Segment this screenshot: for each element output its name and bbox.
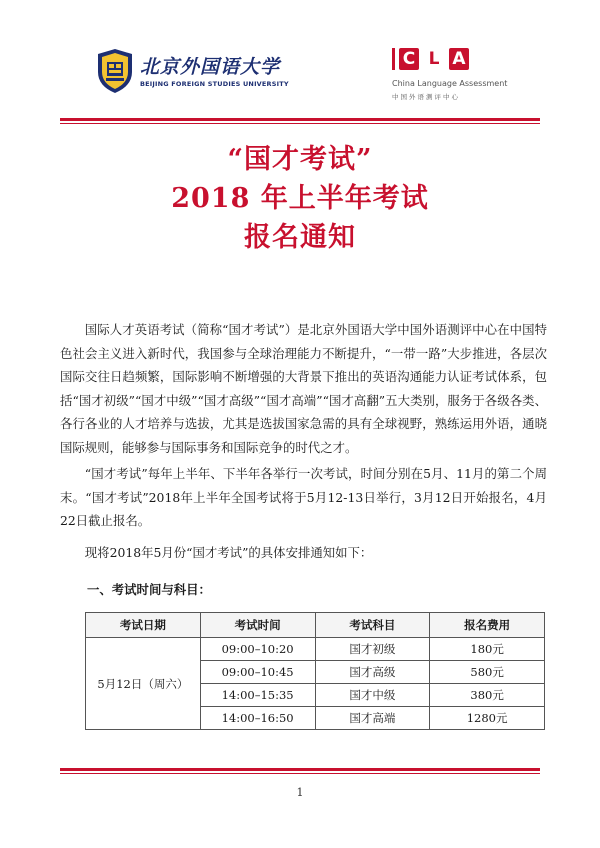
subject-cell: 国才高级 [315, 661, 430, 684]
intro-paragraph [60, 318, 547, 460]
cla-name-en: China Language Assessment [392, 79, 508, 88]
fee-cell: 380元 [430, 684, 545, 707]
header-date: 考试日期 [86, 613, 201, 638]
header-subject: 考试科目 [315, 613, 430, 638]
bfsu-emblem-icon [96, 48, 134, 94]
notice-title [0, 140, 600, 257]
subject-cell: 国才中级 [315, 684, 430, 707]
cla-letter-l: L [424, 48, 444, 70]
time-cell: 14:00–15:35 [200, 684, 315, 707]
header-time: 考试时间 [200, 613, 315, 638]
table-header-row [86, 613, 545, 638]
paragraph-3: 现将2018年5月份“国才考试”的具体安排通知如下： [84, 545, 373, 560]
bfsu-wordmark [140, 56, 289, 88]
cla-letter-c: C [399, 48, 419, 70]
fee-cell: 1280元 [430, 707, 545, 730]
exam-date-cell: 5月12日（周六） [86, 638, 201, 730]
schedule-paragraph [60, 462, 547, 533]
notice-intro-paragraph [60, 541, 547, 565]
cla-name-cn: 中国外语测评中心 [392, 93, 460, 101]
exam-schedule-table [85, 612, 545, 730]
time-cell: 14:00–16:50 [200, 707, 315, 730]
section-1-heading: 一、考试时间与科目： [87, 582, 211, 597]
fee-cell: 580元 [430, 661, 545, 684]
subject-cell: 国才初级 [315, 638, 430, 661]
bfsu-name-en: BEIJING FOREIGN STUDIES UNIVERSITY [140, 80, 289, 88]
title-line-2: 2018 年上半年考试 [171, 183, 429, 214]
table-row [86, 638, 545, 661]
paragraph-2: “国才考试”每年上半年、下半年各举行一次考试，时间分别在5月、11月的第二个周末。“国才考试”2018年上半年全国考试将于5月12-13日举行，3月12日开始报名，4月22日截止报名。 [60, 466, 547, 529]
time-cell: 09:00–10:20 [200, 638, 315, 661]
footer-divider [60, 768, 540, 774]
paragraph-1: 国际人才英语考试（简称“国才考试”）是北京外国语大学中国外语测评中心在中国特色社会主义进入新时代，我国参与全球治理能力不断提升，“一带一路”大步推进，各层次国际交往日趋频繁，国际影响不断增强的大背景下推出的英语沟通能力认证考试体系，包括“国才初级”“国才中级”“国才高级”“国才高端”“国才高翻”五大类别，服务于各级各类、各行各业的人才培养与选拔，尤其是选拔国家急需的具有全球视野，熟练运用外语，通晓国际规则，能够参与国际事务和国际竞争的时代之才。 [60, 322, 547, 455]
time-cell: 09:00–10:45 [200, 661, 315, 684]
header-fee: 报名费用 [430, 613, 545, 638]
cla-letter-a: A [449, 48, 469, 70]
bfsu-name-cn: 北京外国语大学 [140, 56, 281, 78]
title-line-3: 报名通知 [244, 222, 356, 253]
fee-cell: 180元 [430, 638, 545, 661]
subject-cell: 国才高端 [315, 707, 430, 730]
cla-logo [392, 48, 469, 70]
header-divider [60, 118, 540, 124]
document-header [0, 0, 600, 120]
title-line-1: “国才考试” [227, 144, 373, 175]
cla-accent-bar [392, 48, 395, 70]
page-number: 1 [296, 786, 304, 799]
